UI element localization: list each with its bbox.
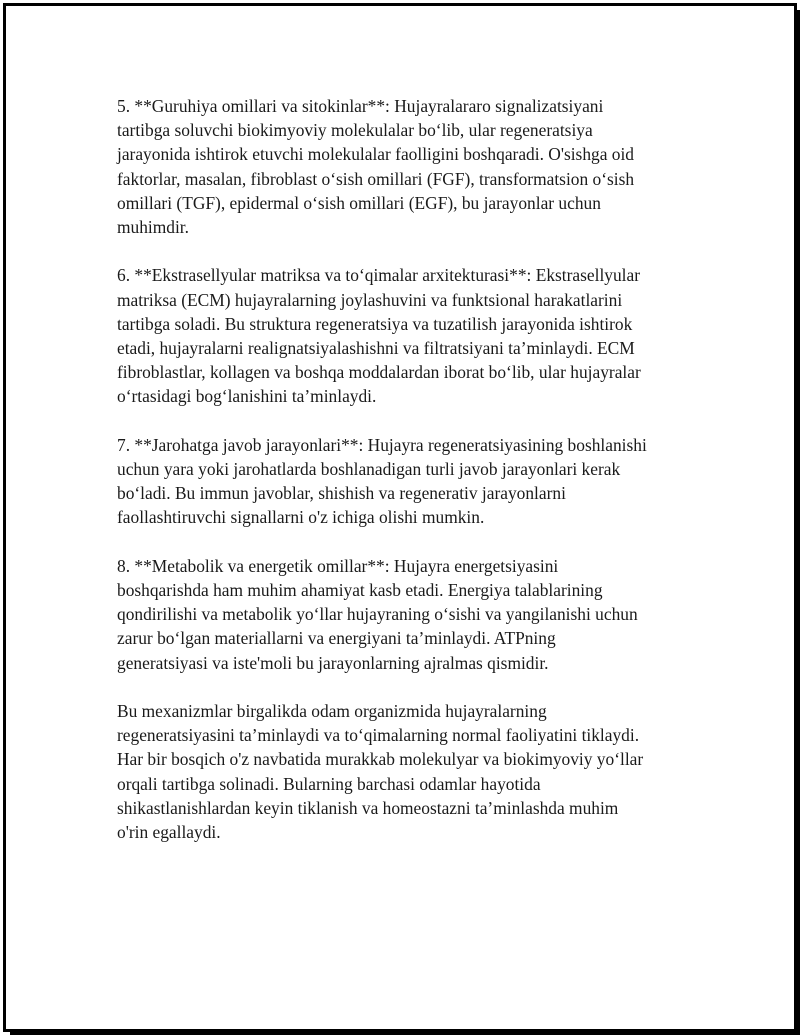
document-body — [117, 94, 717, 868]
paragraph-injury-response: 7. **Jarohatga javob jarayonlari**: Hujayra regeneratsiyasining boshlanishi uchun yara yoki jarohatlarda boshlanadigan turli javob jarayonlari kerak boʻladi. Bu immun javoblar, shishish va regenerativ jarayonlarni faollashtiruvchi signallarni o'z ichiga olishi mumkin. — [117, 434, 647, 528]
paragraph-growth-factors: 5. **Guruhiya omillari va sitokinlar**: Hujayralararo signalizatsiyani tartibga soluvchi biokimyoviy molekulalar boʻlib, ular regeneratsiya jarayonida ishtirok etuvchi molekulalar faolligini boshqaradi. O'sishga oid faktorlar, masalan, fibroblast oʻsish omillari (FGF), transformatsion oʻsish omillari (TGF), epidermal oʻsish omillari (EGF), bu jarayonlar uchun muhimdir. — [117, 96, 635, 238]
paragraph-extracellular-matrix: 6. **Ekstrasellyular matriksa va toʻqimalar arxitekturasi**: Ekstrasellyular matriksa (ECM) hujayralarning joylashuvini va funktsional harakatlarini tartibga soladi. Bu struktura regeneratsiya va tuzatilish jarayonida ishtirok etadi, hujayralarni realignatsiyalashishni va filtratsiyani taʼminlaydi. ECM fibroblastlar, kollagen va boshqa moddalardan iborat boʻlib, ular hujayralar oʻrtasidagi bogʻlanishini taʼminlaydi. — [117, 265, 641, 407]
paragraph-conclusion: Bu mexanizmlar birgalikda odam organizmida hujayralarning regeneratsiyasini taʼminlaydi va toʻqimalarning normal faoliyatini tiklaydi. Har bir bosqich o'z navbatida murakkab molekulyar va biokimyoviy yoʻllar orqali tartibga solinadi. Bularning barchasi odamlar hayotida shikastlanishlardan keyin tiklanish va homeostazni taʼminlashda muhim o'rin egallaydi. — [117, 701, 644, 843]
paragraph-metabolic-factors: 8. **Metabolik va energetik omillar**: Hujayra energetsiyasini boshqarishda ham muhim ahamiyat kasb etadi. Energiya talablarining qondirilishi va metabolik yoʻllar hujayraning oʻsishi va yangilanishi uchun zarur boʻlgan materiallarni va energiyani taʼminlaydi. ATPning generatsiyasi va iste'moli bu jarayonlarning ajralmas qismidir. — [117, 555, 638, 673]
